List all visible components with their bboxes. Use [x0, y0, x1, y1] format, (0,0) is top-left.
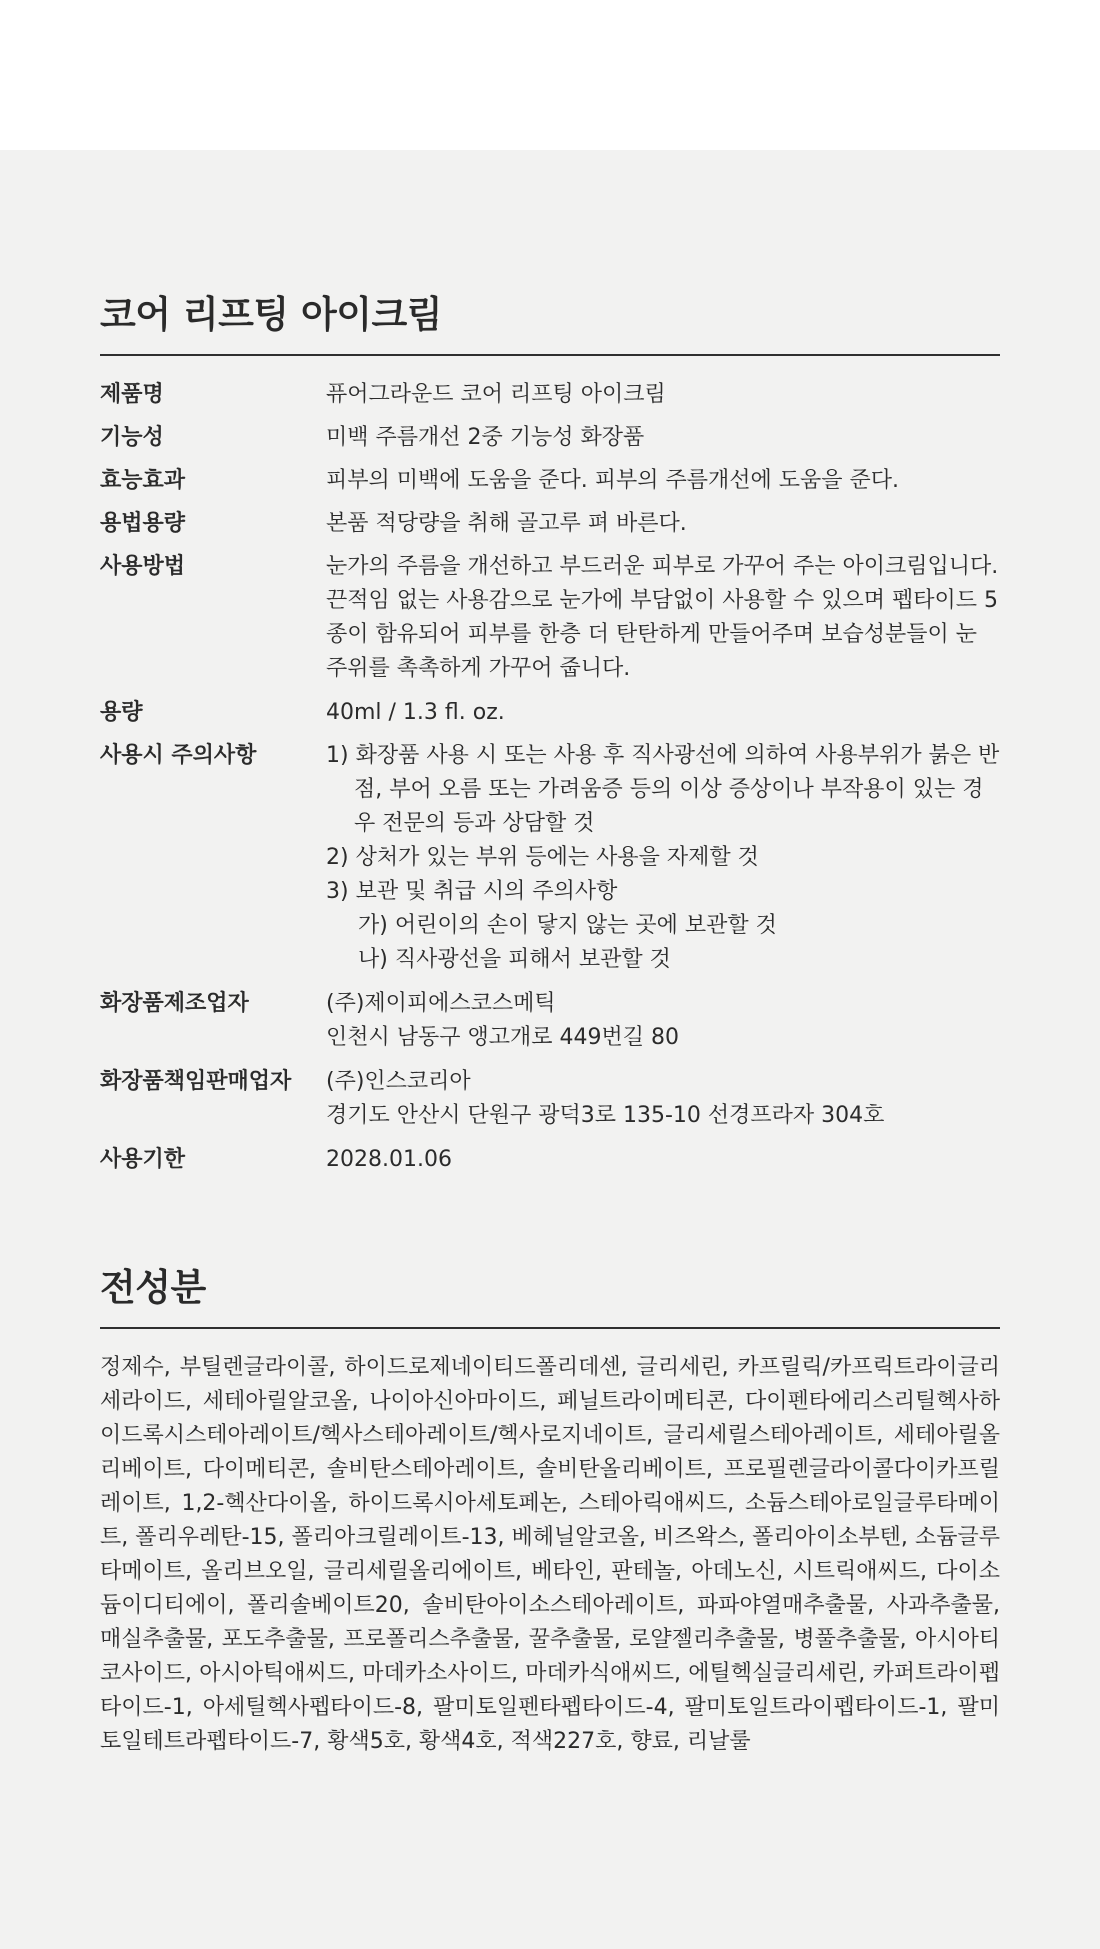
seller-info: [326, 1065, 1000, 1133]
spec-row-product-name: [100, 378, 1000, 412]
seller-name: (주)인스코리아: [326, 1069, 471, 1094]
spec-row-dosage: [100, 507, 1000, 541]
ingredients-list: 정제수, 부틸렌글라이콜, 하이드로제네이티드폴리데센, 글리세린, 카프릴릭/카프릭트라이글리세라이드, 세테아릴알코올, 나이아신아마이드, 페닐트라이메티콘, 다이펜타에리스리틸헥사하이드록시스테아레이트/헥사스테아레이트/헥사로지네이트, 글리세릴스테아레이트, 세테아릴올리베이트, 다이메티콘, 솔비탄스테아레이트, 솔비탄올리베이트, 프로필렌글라이콜다이카프릴레이트, 1,2-헥산다이올, 하이드록시아세토페논, 스테아릭애씨드, 소듐스테아로일글루타메이트, 폴리우레탄-15, 폴리아크릴레이트-13, 베헤닐알코올, 비즈왁스, 폴리아이소부텐, 소듐글루타메이트, 올리브오일, 글리세릴올리에이트, 베타인, 판테놀, 아데노신, 시트릭애씨드, 다이소듐이디티에이, 폴리솔베이트20, 솔비탄아이소스테아레이트, 파파야열매추출물, 사과추출물, 매실추출물, 포도추출물, 프로폴리스추출물, 꿀추출물, 로얄젤리추출물, 병풀추출물, 아시아티코사이드, 아시아틱애씨드, 마데카소사이드, 마데카식애씨드, 에틸헥실글리세린, 카퍼트라이펩타이드-1, 아세틸헥사펩타이드-8, 팔미토일펜타펩타이드-4, 팔미토일트라이펩타이드-1, 팔미토일테트라펩타이드-7, 황색5호, 황색4호, 적색227호, 향료, 리날룰: [100, 1355, 1000, 1754]
spec-value: 본품 적당량을 취해 골고루 펴 바른다.: [326, 511, 687, 536]
spec-value: 눈가의 주름을 개선하고 부드러운 피부로 가꾸어 주는 아이크림입니다. 끈적임 없는 사용감으로 눈가에 부담없이 사용할 수 있으며 펩타이드 5종이 함유되어 피부를 한층 더 탄탄하게 만들어주며 보습성분들이 눈 주위를 촉촉하게 가꾸어 줍니다.: [326, 554, 999, 681]
title-divider: [100, 354, 1000, 356]
caution-item: 3) 보관 및 취급 시의 주의사항: [326, 879, 618, 904]
spec-row-seller: [100, 1065, 1000, 1133]
spec-label: 용법용량: [100, 511, 186, 536]
spec-label: 화장품제조업자: [100, 991, 249, 1016]
spec-row-volume: [100, 696, 1000, 730]
spec-value: 퓨어그라운드 코어 리프팅 아이크림: [326, 382, 666, 407]
spec-table: [100, 378, 1000, 1177]
spec-row-functionality: [100, 421, 1000, 455]
product-title: 코어 리프팅 아이크림: [100, 293, 442, 336]
spec-row-caution: [100, 739, 1000, 977]
caution-subitem: 나) 직사광선을 피해서 보관할 것: [358, 947, 671, 972]
spec-label: 사용기한: [100, 1147, 186, 1172]
spec-row-usage: [100, 550, 1000, 686]
spec-label: 기능성: [100, 425, 164, 450]
spec-label: 화장품책임판매업자: [100, 1069, 292, 1094]
spec-label: 사용시 주의사항: [100, 743, 257, 768]
expiry-date: 2028.01.06: [326, 1147, 452, 1172]
spec-value: 40ml / 1.3 fl. oz.: [326, 700, 505, 725]
manufacturer-info: [326, 987, 1000, 1055]
caution-item: 1) 화장품 사용 시 또는 사용 후 직사광선에 의하여 사용부위가 붉은 반점, 부어 오름 또는 가려움증 등의 이상 증상이나 부작용이 있는 경우 전문의 등과 상담할 것: [326, 743, 1000, 836]
caution-subitem: 가) 어린이의 손이 닿지 않는 곳에 보관할 것: [358, 913, 777, 938]
spec-label: 효능효과: [100, 468, 186, 493]
spec-label: 사용방법: [100, 554, 186, 579]
spec-value: 미백 주름개선 2중 기능성 화장품: [326, 425, 645, 450]
ingredients-divider: [100, 1327, 1000, 1329]
spec-label: 제품명: [100, 382, 164, 407]
seller-address: 경기도 안산시 단원구 광덕3로 135-10 선경프라자 304호: [326, 1103, 885, 1128]
spec-row-manufacturer: [100, 987, 1000, 1055]
spec-value: 피부의 미백에 도움을 준다. 피부의 주름개선에 도움을 준다.: [326, 468, 899, 493]
spec-row-efficacy: [100, 464, 1000, 498]
top-whitespace: [0, 0, 1100, 150]
caution-list: [326, 739, 1000, 977]
spec-row-expiry: [100, 1143, 1000, 1177]
product-info-sheet: [0, 150, 1100, 1949]
spec-label: 용량: [100, 700, 143, 725]
manufacturer-address: 인천시 남동구 앵고개로 449번길 80: [326, 1025, 679, 1050]
manufacturer-name: (주)제이피에스코스메틱: [326, 991, 556, 1016]
caution-item: 2) 상처가 있는 부위 등에는 사용을 자제할 것: [326, 845, 759, 870]
ingredients-title: 전성분: [100, 1266, 206, 1309]
